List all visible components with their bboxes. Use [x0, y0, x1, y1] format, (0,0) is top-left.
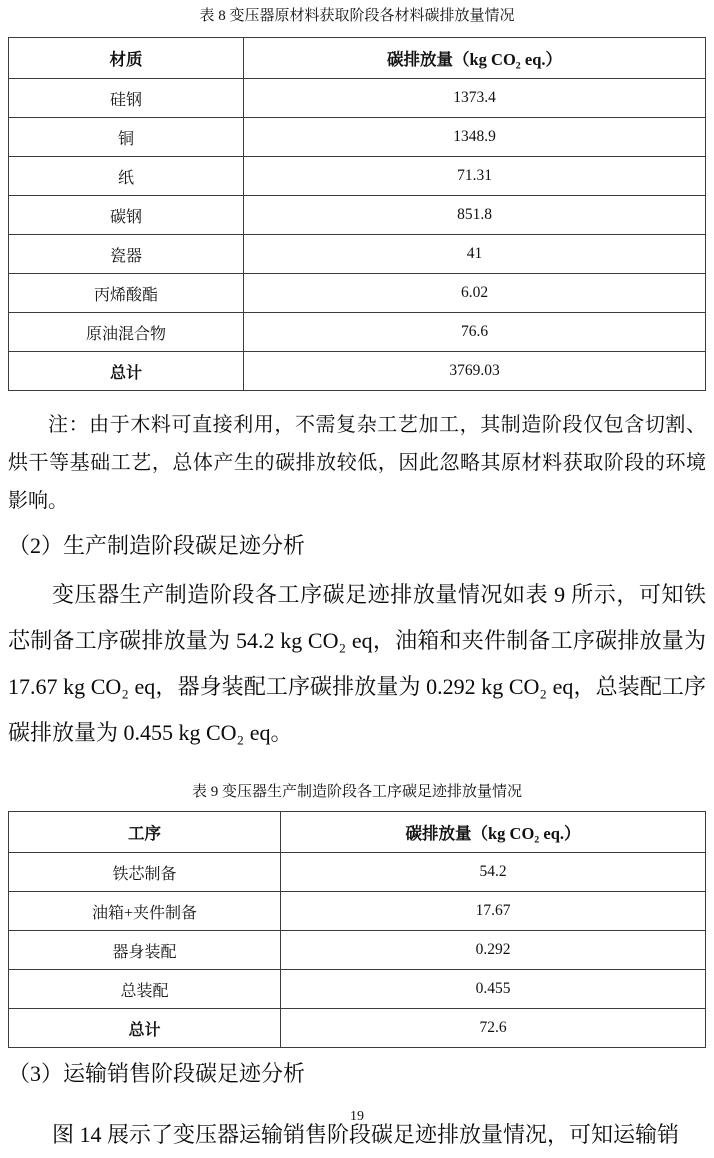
process-cell: 铁芯制备: [9, 853, 281, 892]
table-row: [9, 274, 706, 313]
table-row: [9, 157, 706, 196]
value-cell: 76.6: [244, 313, 706, 352]
table-row: [9, 79, 706, 118]
table8-header-row: [9, 38, 706, 79]
value-cell: 1373.4: [244, 79, 706, 118]
process-cell: 器身装配: [9, 931, 281, 970]
table8-header-emission: 碳排放量（kg CO₂ eq.）: [244, 38, 706, 79]
value-cell: 17.67: [281, 892, 706, 931]
process-cell: 总装配: [9, 970, 281, 1009]
material-cell: 碳钢: [9, 196, 244, 235]
value-cell: 71.31: [244, 157, 706, 196]
table9-header-row: [9, 812, 706, 853]
table8-total-row: [9, 352, 706, 391]
table9-header-process: 工序: [9, 812, 281, 853]
table8-caption: 表 8 变压器原材料获取阶段各材料碳排放量情况: [199, 8, 515, 24]
material-cell: 原油混合物: [9, 313, 244, 352]
material-cell: 纸: [9, 157, 244, 196]
table-row: [9, 970, 706, 1009]
table9-process-emissions: [8, 811, 706, 1048]
table-row: [9, 313, 706, 352]
value-cell: 851.8: [244, 196, 706, 235]
value-cell: 1348.9: [244, 118, 706, 157]
table-row: [9, 931, 706, 970]
value-cell: 54.2: [281, 853, 706, 892]
material-cell: 丙烯酸酯: [9, 274, 244, 313]
material-cell: 铜: [9, 118, 244, 157]
process-cell: 油箱+夹件制备: [9, 892, 281, 931]
table8-materials-emissions: [8, 37, 706, 391]
table-row: [9, 853, 706, 892]
material-cell: 硅钢: [9, 79, 244, 118]
page-number: 19: [350, 1109, 364, 1124]
section2-heading: （2）生产制造阶段碳足迹分析: [8, 533, 306, 558]
table-row: [9, 196, 706, 235]
value-cell: 41: [244, 235, 706, 274]
table9-caption: 表 9 变压器生产制造阶段各工序碳足迹排放量情况: [191, 784, 522, 800]
value-cell: 0.292: [281, 931, 706, 970]
total-label-cell: 总计: [9, 352, 244, 391]
table-row: [9, 118, 706, 157]
table8-header-material: 材质: [9, 38, 244, 79]
table8-note: 注：由于木料可直接利用，不需复杂工艺加工，其制造阶段仅包含切割、烘干等基础工艺，总体产生的碳排放较低，因此忽略其原材料获取阶段的环境影响。: [8, 414, 706, 512]
value-cell: 6.02: [244, 274, 706, 313]
section3-heading: （3）运输销售阶段碳足迹分析: [8, 1061, 306, 1086]
material-cell: 瓷器: [9, 235, 244, 274]
section2-paragraph: 变压器生产制造阶段各工序碳足迹排放量情况如表 9 所示，可知铁芯制备工序碳排放量为 54.2 kg CO₂ eq，油箱和夹件制备工序碳排放量为 17.67 kg CO₂ eq，器身装配工序碳排放量为 0.292 kg CO₂ eq，总装配工序碳排放量为 0.455 kg CO₂ eq。: [8, 582, 706, 745]
section3-paragraph: 图 14 展示了变压器运输销售阶段碳足迹排放量情况，可知运输销: [52, 1122, 680, 1147]
table-row: [9, 892, 706, 931]
value-cell: 0.455: [281, 970, 706, 1009]
total-value-cell: 72.6: [281, 1009, 706, 1048]
table9-header-emission: 碳排放量（kg CO₂ eq.）: [281, 812, 706, 853]
total-label-cell: 总计: [9, 1009, 281, 1048]
table-row: [9, 235, 706, 274]
table9-total-row: [9, 1009, 706, 1048]
total-value-cell: 3769.03: [244, 352, 706, 391]
